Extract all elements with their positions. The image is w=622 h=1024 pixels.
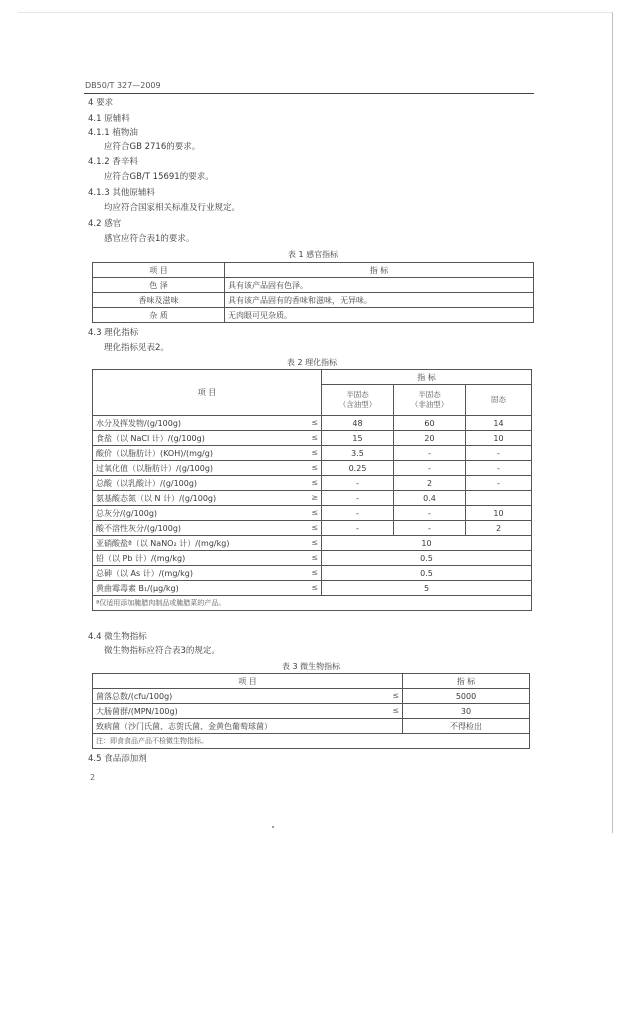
table-row: [93, 704, 530, 719]
document-code: DB50/T 327—2009: [85, 81, 161, 90]
table2-item-name: 酸价（以脂肪计）(KOH)/(mg/g): [96, 448, 213, 458]
table2-value: 10: [322, 536, 532, 551]
table1-item: 香味及滋味: [93, 293, 225, 308]
table1-item: 杂 质: [93, 308, 225, 323]
table2-value: 2: [394, 476, 466, 491]
table1-value: 具有该产品固有色泽。: [225, 278, 534, 293]
table3-header-index: 指 标: [403, 674, 530, 689]
table2-item-symbol: ≤: [311, 462, 318, 472]
table2-item-name: 总砷（以 As 计）/(mg/kg): [96, 568, 193, 578]
table-row: [93, 446, 532, 461]
table1-item: 色 泽: [93, 278, 225, 293]
table1-value: 无肉眼可见杂质。: [225, 308, 534, 323]
table2-item-name: 总酸（以乳酸计）/(g/100g): [96, 478, 198, 488]
table2-value: 48: [322, 416, 394, 431]
table2-item: [93, 476, 322, 491]
table2-item-symbol: ≤: [311, 417, 318, 427]
table3-footnote: 注：即食食品产品不检微生物指标。: [93, 734, 530, 749]
table2-item: [93, 416, 322, 431]
table2-item: [93, 461, 322, 476]
table2-caption: 表 2 理化指标: [286, 358, 338, 367]
section-4-1-2-text: 应符合GB/T 15691的要求。: [104, 172, 214, 182]
table2-value: -: [466, 461, 532, 476]
table2-item-name: 黄曲霉毒素 B₁/(μg/kg): [96, 583, 179, 593]
table2-value: [466, 491, 532, 506]
table-row: [93, 491, 532, 506]
table-row: [93, 293, 534, 308]
section-4-1-1: 4.1.1 植物油: [88, 128, 138, 138]
table-row: [93, 566, 532, 581]
table2-item: [93, 536, 322, 551]
section-4-2-text: 感官应符合表1的要求。: [104, 234, 195, 244]
table1-caption: 表 1 感官指标: [287, 250, 339, 259]
table2-header-index: 指 标: [322, 370, 532, 385]
table2-value: -: [466, 476, 532, 491]
table2-value: -: [322, 521, 394, 536]
table3-item-symbol: ≤: [392, 705, 399, 715]
table2-subheader-nonoil: 半固态 （非油型）: [394, 385, 466, 416]
table3-item-symbol: ≤: [392, 690, 399, 700]
section-4-3: 4.3 理化指标: [88, 328, 139, 338]
table2-value: 0.5: [322, 551, 532, 566]
section-4: 4 要求: [88, 98, 114, 108]
table2-subheader-oil: 半固态 （含油型）: [322, 385, 394, 416]
table2-subheader-solid: 固态: [466, 385, 532, 416]
table3-header-item: 项 目: [93, 674, 403, 689]
table1-header-index: 指 标: [225, 263, 534, 278]
table2-item-name: 总灰分/(g/100g): [96, 508, 158, 518]
scan-speck: [272, 826, 274, 828]
table2-value: 5: [322, 581, 532, 596]
table-row: [93, 536, 532, 551]
section-4-1-2: 4.1.2 香辛料: [88, 157, 138, 167]
table2-value: -: [394, 521, 466, 536]
table-row: [93, 278, 534, 293]
table2-item-symbol: ≤: [311, 582, 318, 592]
table2-value: -: [394, 506, 466, 521]
table1-header-item: 项 目: [93, 263, 225, 278]
table1-value: 具有该产品固有的香味和滋味，无异味。: [225, 293, 534, 308]
table2-value: 20: [394, 431, 466, 446]
table2-value: 15: [322, 431, 394, 446]
table2-item: [93, 506, 322, 521]
table3-value: 5000: [403, 689, 530, 704]
section-4-1-3-text: 均应符合国家相关标准及行业规定。: [104, 203, 241, 213]
table2-item-name: 食盐（以 NaCl 计）/(g/100g): [96, 433, 205, 443]
section-4-1-3: 4.1.3 其他原辅料: [88, 188, 155, 198]
table-row: [93, 551, 532, 566]
table2-item-symbol: ≤: [311, 567, 318, 577]
table2-value: -: [322, 491, 394, 506]
page-number: 2: [90, 773, 96, 782]
table2-item: [93, 581, 322, 596]
table1-sensory: [92, 262, 534, 323]
table2-item: [93, 521, 322, 536]
table2-item-symbol: ≤: [311, 447, 318, 457]
table-row: [93, 431, 532, 446]
table2-item-name: 酸不溶性灰分/(g/100g): [96, 523, 182, 533]
section-4-2: 4.2 感官: [88, 219, 122, 229]
table2-value: 0.25: [322, 461, 394, 476]
table-row: [93, 521, 532, 536]
table3-item: [93, 719, 403, 734]
table2-item-symbol: ≤: [311, 432, 318, 442]
table2-value: -: [394, 446, 466, 461]
section-4-5: 4.5 食品添加剂: [88, 754, 147, 764]
table2-footnote: ª仅适用添加腌腊肉制品或腌腊菜的产品。: [93, 596, 532, 611]
table-row: [93, 689, 530, 704]
table2-item-symbol: ≤: [311, 477, 318, 487]
table3-value: 不得检出: [403, 719, 530, 734]
table2-header-item: 项 目: [93, 370, 322, 416]
table2-value: -: [322, 476, 394, 491]
table2-value: 14: [466, 416, 532, 431]
table2-item-name: 氨基酸态氮（以 N 计）/(g/100g): [96, 493, 217, 503]
section-4-4-text: 微生物指标应符合表3的规定。: [104, 646, 220, 656]
table-row: [93, 581, 532, 596]
table2-value: 60: [394, 416, 466, 431]
table3-item: [93, 689, 403, 704]
table2-physicochemical: [92, 369, 532, 611]
section-4-1: 4.1 原辅料: [88, 114, 130, 124]
table2-item: [93, 491, 322, 506]
table2-item-name: 亚硝酸盐ª（以 NaNO₂ 计）/(mg/kg): [96, 538, 230, 548]
table2-value: 2: [466, 521, 532, 536]
table2-value: -: [466, 446, 532, 461]
table2-item-symbol: ≤: [311, 552, 318, 562]
table2-value: 10: [466, 506, 532, 521]
table2-value: 10: [466, 431, 532, 446]
table-row: [93, 719, 530, 734]
table2-item-name: 铅（以 Pb 计）/(mg/kg): [96, 553, 186, 563]
table3-item-name: 大肠菌群/(MPN/100g): [96, 706, 178, 716]
table-row: [93, 308, 534, 323]
table2-item-symbol: ≤: [311, 507, 318, 517]
table3-value: 30: [403, 704, 530, 719]
table3-item-name: 致病菌（沙门氏菌、志贺氏菌、金黄色葡萄球菌）: [96, 721, 272, 731]
table2-item-symbol: ≥: [311, 492, 318, 502]
table2-item-symbol: ≤: [311, 522, 318, 532]
table2-item: [93, 566, 322, 581]
table2-item: [93, 431, 322, 446]
table2-value: 0.4: [394, 491, 466, 506]
section-4-4: 4.4 微生物指标: [88, 632, 147, 642]
table-row: [93, 506, 532, 521]
table3-caption: 表 3 微生物指标: [281, 662, 341, 671]
table-row: [93, 416, 532, 431]
table2-item: [93, 551, 322, 566]
table2-item-name: 过氧化值（以脂肪计）/(g/100g): [96, 463, 214, 473]
table2-value: -: [394, 461, 466, 476]
table2-value: 3.5: [322, 446, 394, 461]
table3-item: [93, 704, 403, 719]
table2-value: 0.5: [322, 566, 532, 581]
table3-item-name: 菌落总数/(cfu/100g): [96, 691, 173, 701]
table2-item-name: 水分及挥发物/(g/100g): [96, 418, 182, 428]
section-4-1-1-text: 应符合GB 2716的要求。: [104, 142, 201, 152]
table2-item-symbol: ≤: [311, 537, 318, 547]
table3-microbiological: [92, 673, 530, 749]
table2-item: [93, 446, 322, 461]
section-4-3-text: 理化指标见表2。: [104, 343, 169, 353]
table-row: [93, 476, 532, 491]
header-rule: [84, 93, 534, 94]
table-row: [93, 461, 532, 476]
table2-value: -: [322, 506, 394, 521]
